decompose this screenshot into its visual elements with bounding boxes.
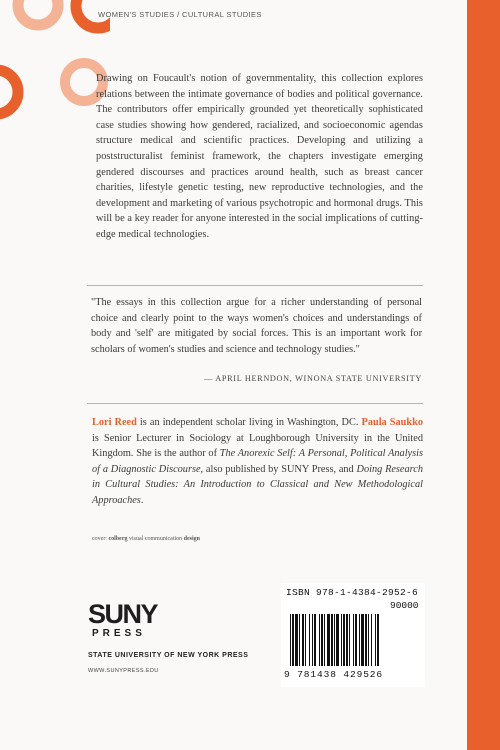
orange-ring-left bbox=[0, 70, 18, 114]
publisher-name: STATE UNIVERSITY OF NEW YORK PRESS bbox=[88, 652, 249, 659]
barcode-bar bbox=[365, 614, 367, 666]
bio-mid-text: , also published by SUNY Press, and bbox=[200, 463, 357, 475]
divider-bottom bbox=[87, 403, 423, 404]
barcode-digits: 9 781438 429526 bbox=[284, 669, 384, 680]
barcode-bar bbox=[295, 614, 298, 666]
barcode-bar bbox=[361, 614, 364, 666]
logo-press-text: PRESS bbox=[92, 628, 146, 639]
cover-credit: cover: colberg visual communication design bbox=[92, 536, 200, 542]
peach-ring-top bbox=[18, 0, 58, 25]
barcode-bar bbox=[336, 614, 339, 666]
bio-end-text: . bbox=[140, 494, 144, 506]
barcode-bar bbox=[321, 614, 323, 666]
price-code: 90000 bbox=[390, 600, 419, 611]
author-name-2: Paula Saukko bbox=[361, 417, 423, 428]
divider-top bbox=[87, 285, 423, 286]
barcode-bar bbox=[302, 614, 304, 666]
barcode-bar bbox=[292, 614, 294, 666]
barcode-bar bbox=[319, 614, 320, 666]
barcode-bar bbox=[371, 614, 372, 666]
barcode-bar bbox=[309, 614, 310, 666]
author-name-1: Lori Reed bbox=[92, 417, 137, 428]
book-title-2: Doing Research in Cultural Studies: An Introduction to Classical and New Methodological Approaches bbox=[92, 463, 423, 506]
barcode-bar bbox=[305, 614, 306, 666]
barcode-bar bbox=[299, 614, 300, 666]
author-bio bbox=[92, 415, 423, 509]
book-title-1: The Anorexic Self: A Personal, Political Analysis of a Diagnostic Discourse bbox=[92, 448, 423, 475]
barcode-bar bbox=[327, 614, 330, 666]
designer-name: colberg bbox=[108, 536, 128, 542]
spine-bar bbox=[467, 0, 500, 750]
isbn-text: ISBN 978-1-4384-2952-6 bbox=[286, 587, 419, 598]
endorsement-attribution: — APRIL HERNDON, WINONA STATE UNIVERSITY bbox=[204, 374, 422, 383]
barcode-bar bbox=[377, 614, 379, 666]
decorative-circles bbox=[0, 0, 110, 120]
barcode-bar bbox=[312, 614, 313, 666]
barcode-bar bbox=[314, 614, 316, 666]
barcode-bar bbox=[341, 614, 342, 666]
book-description: Drawing on Foucault's notion of governmentality, this collection explores relations between the intimate governance of bodies and political governance. The contributors offer empirically grounded yet theoretically sophisticated case studies showing how gendered, racialized, and socioeconomic agendas structure medical and scientific practices. Developing and utilizing a poststructuralist feminist framework, the chapters investigate emerging gendered discourses and practices around health, such as breast cancer charities, lifestyle genetic testing, new reproductive technologies, and the development and marketing of various psychotropic and hormonal drugs. This will be a key reader for anyone interested in the social implications of cutting-edge medical technologies. bbox=[96, 73, 423, 240]
barcode-bar bbox=[353, 614, 354, 666]
barcode-bars bbox=[290, 614, 424, 670]
barcode-bar bbox=[375, 614, 376, 666]
barcode-bar bbox=[334, 614, 335, 666]
barcode-bar bbox=[349, 614, 350, 666]
barcode-bar bbox=[324, 614, 325, 666]
logo-suny-text: SUNY bbox=[88, 599, 158, 629]
barcode-bar bbox=[343, 614, 345, 666]
barcode-bar bbox=[368, 614, 369, 666]
barcode-bar bbox=[331, 614, 333, 666]
author-2-text: is Senior Lecturer in Sociology at Loughborough University in the United Kingdom. She is the author of bbox=[92, 432, 423, 460]
barcode-bar bbox=[346, 614, 348, 666]
author-1-text: is an independent scholar living in Washington, DC. bbox=[136, 417, 359, 428]
endorsement-quote: "The essays in this collection argue for a richer understanding of personal choice and clearly point to the ways women's choices and understandings of body and 'self' are mitigated by social forces. This is an important work for scholars of women's studies and science and technology studies." bbox=[91, 297, 422, 355]
barcode-bar bbox=[355, 614, 357, 666]
suny-press-logo bbox=[88, 599, 178, 643]
category-label: WOMEN'S STUDIES / CULTURAL STUDIES bbox=[98, 10, 262, 19]
barcode-bar bbox=[359, 614, 360, 666]
barcode-bar bbox=[290, 614, 291, 666]
publisher-url[interactable]: WWW.SUNYPRESS.EDU bbox=[88, 668, 159, 674]
